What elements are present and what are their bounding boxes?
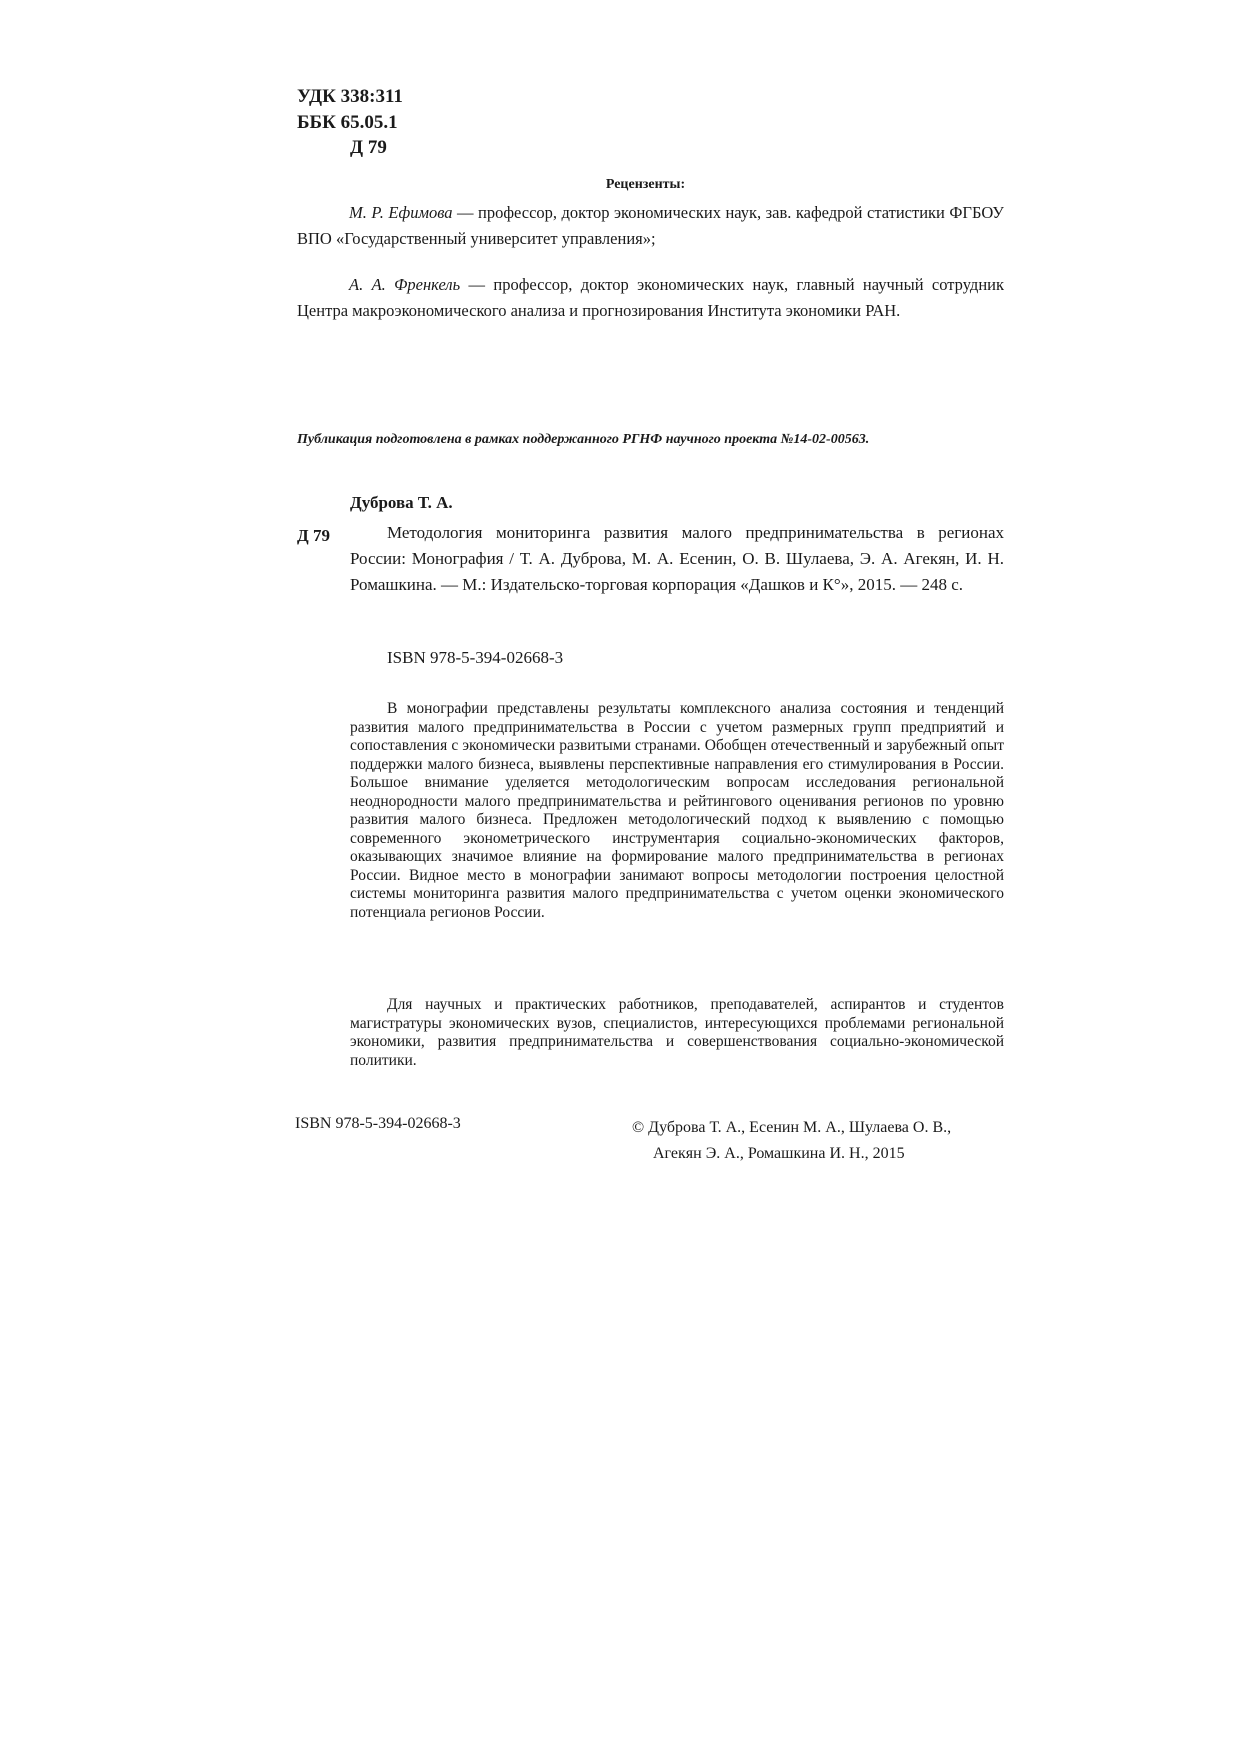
isbn-footer: ISBN 978-5-394-02668-3 xyxy=(295,1115,461,1132)
copyright-block xyxy=(632,1115,951,1167)
cutter-code: Д 79 xyxy=(350,137,387,158)
copyright-line-1: © Дуброва Т. А., Есенин М. А., Шулаева О. В., xyxy=(632,1119,952,1136)
author-heading: Дуброва Т. А. xyxy=(350,493,453,512)
reviewer-1-name: М. Р. Ефимова xyxy=(349,203,453,222)
reviewer-1 xyxy=(297,200,1004,252)
reviewer-1-text: — профессор, доктор экономических наук, зав. кафедрой статистики ФГБОУ ВПО «Государственный университет управления»; xyxy=(297,203,1004,248)
abstract-paragraph-1: В монографии представлены результаты комплексного анализа состояния и тенденций развития малого предпринимательства в России с учетом размерных групп предприятий и сопоставления с экономически развитыми странами. Обобщен отечественный и зарубежный опыт поддержки малого бизнеса, выявлены перспективные направления его стимулирования в России. Большое внимание уделяется методологическим вопросам исследования региональной неоднородности малого предпринимательства и рейтингового оценивания регионов по уровню развития малого бизнеса. Предложен методологический подход к выявлению с помощью современного эконометрического инструментария социально-экономических факторов, оказывающих значимое влияние на формирование малого предпринимательства в регионах России. Видное место в монографии занимают вопросы методологии построения целостной системы мониторинга развития малого предпринимательства с учетом оценки экономического потенциала регионов России. xyxy=(350,700,1004,921)
udk-code: УДК 338:311 xyxy=(297,86,403,107)
bib-cutter-code: Д 79 xyxy=(297,526,330,545)
isbn-main: ISBN 978-5-394-02668-3 xyxy=(387,648,564,667)
reviewer-2-text: — профессор, доктор экономических наук, главный научный сотрудник Центра макроэкономического анализа и прогнозирования Института экономики РАН. xyxy=(297,275,1004,320)
abstract-paragraph-2: Для научных и практических работников, преподавателей, аспирантов и студентов магистратуры экономических вузов, специалистов, интересующихся проблемами региональной экономики, развития предпринимательства и совершенствования социально-экономической политики. xyxy=(350,996,1004,1069)
copyright-line-2: Агекян Э. А., Ромашкина И. Н., 2015 xyxy=(653,1145,905,1162)
bbk-code: ББК 65.05.1 xyxy=(297,112,398,133)
reviewer-2-name: А. А. Френкель xyxy=(349,275,461,294)
reviewers-title: Рецензенты: xyxy=(605,177,686,192)
publication-note: Публикация подготовлена в рамках поддержанного РГНФ научного проекта №14-02-00563. xyxy=(297,432,870,447)
reviewer-2 xyxy=(297,272,1004,324)
bibliographic-description: Методология мониторинга развития малого предпринимательства в регионах России: Монография / Т. А. Дуброва, М. А. Есенин, О. В. Шулаева, Э. А. Агекян, И. Н. Ромашкина. — М.: Издательско-торговая корпорация «Дашков и К°», 2015. — 248 с. xyxy=(350,523,1004,594)
